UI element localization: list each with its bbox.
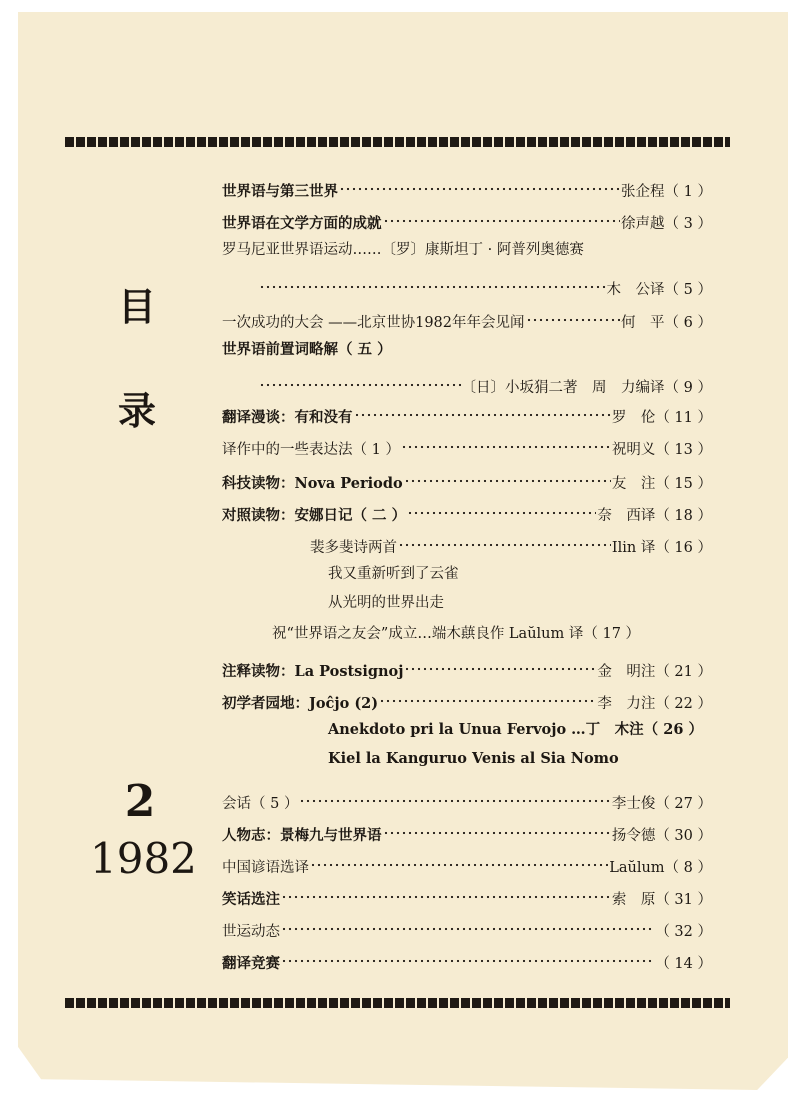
toc-entry-page: 木 公译（ 5 ） (606, 282, 712, 298)
toc-entry[interactable] (222, 786, 712, 812)
toc-entry-title: 我又重新听到了云雀 (328, 566, 459, 582)
leader-dots (383, 818, 611, 840)
leader-dots (354, 400, 611, 422)
toc-entry[interactable] (222, 400, 712, 426)
toc-entry[interactable] (222, 206, 712, 232)
toc-entry[interactable] (222, 498, 712, 524)
toc-entry[interactable] (222, 818, 712, 844)
toc-entry-title: Kiel la Kanguruo Venis al Sia Nomo (328, 750, 619, 767)
leader-dots (281, 914, 654, 936)
toc-entry-title: 从光明的世界出走 (328, 595, 444, 611)
toc-entry-title: 罗马尼亚世界语运动……〔罗〕康斯坦丁 · 阿普列奥德赛 (222, 242, 584, 258)
toc-entry-title: 祝“世界语之友会”成立…端木蕻良作 Laŭlum 译（ 17 ） (272, 626, 641, 642)
leader-dots (401, 432, 611, 454)
leader-dots (259, 370, 461, 392)
leader-dots (299, 786, 610, 808)
toc-entry-title: 对照读物：安娜日记（ 二 ） (222, 507, 407, 524)
contents-title-char-2: 录 (117, 388, 156, 433)
leader-dots (398, 530, 611, 552)
toc-entry[interactable] (222, 305, 712, 331)
leader-dots (407, 498, 596, 520)
toc-entry-page: 李士俊（ 27 ） (611, 796, 712, 812)
toc-entry-page: （ 14 ） (655, 956, 712, 972)
toc-entry-title: 世界语前置词略解（ 五 ） (222, 341, 392, 358)
toc-entry-title: 翻译竞赛 (222, 955, 280, 972)
toc-entry[interactable] (328, 750, 712, 772)
leader-dots (281, 882, 611, 904)
toc-entry-page: 扬令德（ 30 ） (611, 828, 712, 844)
toc-entry-page: 祝明义（ 13 ） (611, 442, 712, 458)
toc-entry-page: 罗 伦（ 11 ） (611, 410, 712, 426)
toc-entry-title: 科技读物：Nova Periodo (222, 475, 403, 492)
toc-entry-title: 译作中的一些表达法（ 1 ） (222, 442, 400, 458)
toc-entry-page: Laŭlum（ 8 ） (609, 860, 712, 876)
toc-entry-title: Anekdoto pri la Unua Fervojo …丁 木注（ 26 ） (328, 721, 703, 738)
toc-entry-title: 中国谚语选译 (222, 860, 309, 876)
toc-entry-title: 世界语与第三世界 (222, 183, 338, 200)
toc-entry-title: 人物志：景梅九与世界语 (222, 827, 382, 844)
issue-year: 1982 (90, 834, 197, 883)
toc-entry-page: 李 力注（ 22 ） (597, 696, 712, 712)
toc-entry-page: 何 平（ 6 ） (621, 315, 712, 331)
toc-entry-page: 金 明注（ 21 ） (597, 664, 712, 680)
toc-entry[interactable] (222, 850, 712, 876)
toc-entry-page: Ilin 译（ 16 ） (611, 540, 712, 556)
leader-dots (379, 686, 596, 708)
toc-entry[interactable] (222, 686, 712, 712)
leader-dots (310, 850, 608, 872)
toc-entry[interactable] (222, 174, 712, 200)
toc-entry-title: 世运动态 (222, 924, 280, 940)
leader-dots (404, 654, 596, 676)
toc-entry[interactable] (222, 654, 712, 680)
leader-dots (339, 174, 620, 196)
toc-entry[interactable] (222, 432, 712, 458)
issue-number: 2 (124, 776, 156, 827)
toc-entry-page: 索 原（ 31 ） (611, 892, 712, 908)
leader-dots (526, 305, 621, 327)
toc-entry[interactable] (310, 530, 712, 556)
toc-entry-title: 世界语在文学方面的成就 (222, 215, 382, 232)
toc-entry-title: 裴多斐诗两首 (310, 540, 397, 556)
toc-entry-title: 翻译漫谈：有和没有 (222, 409, 353, 426)
leader-dots (383, 206, 621, 228)
toc-entry[interactable] (258, 370, 712, 396)
toc-entry-page: （ 32 ） (655, 924, 712, 940)
toc-entry-page: 奈 西译（ 18 ） (597, 508, 712, 524)
toc-entry-page: 〔日〕小坂狷二著 周 力编译（ 9 ） (461, 380, 712, 396)
toc-entry[interactable] (328, 718, 712, 740)
leader-dots (404, 466, 611, 488)
toc-entry[interactable] (222, 946, 712, 972)
toc-entry[interactable] (258, 272, 712, 298)
toc-entry-title: 笑话选注 (222, 891, 280, 908)
toc-entry-page: 徐声越（ 3 ） (621, 216, 712, 232)
toc-entry-title: 会话（ 5 ） (222, 796, 299, 812)
toc-entry-page: 友 注（ 15 ） (611, 476, 712, 492)
toc-entry-title: 初学者园地：Joĉjo (2) (222, 695, 379, 712)
toc-entry[interactable] (328, 591, 712, 613)
contents-title-char-1: 目 (117, 284, 156, 329)
toc-entry[interactable] (272, 622, 712, 644)
toc-entry-title: 一次成功的大会 ——北京世协1982年年会见闻 (222, 315, 525, 331)
toc-entry[interactable] (222, 238, 712, 260)
top-decorative-rule (65, 137, 730, 147)
leader-dots (259, 272, 606, 294)
toc-entry[interactable] (222, 914, 712, 940)
toc-entry-title: 注释读物：La Postsignoj (222, 663, 404, 680)
leader-dots (281, 946, 654, 968)
toc-entry[interactable] (222, 882, 712, 908)
toc-entry[interactable] (328, 562, 712, 584)
toc-entry[interactable] (222, 466, 712, 492)
bottom-decorative-rule (65, 998, 730, 1008)
toc-entry-page: 张企程（ 1 ） (621, 184, 712, 200)
toc-entry[interactable] (222, 338, 712, 360)
